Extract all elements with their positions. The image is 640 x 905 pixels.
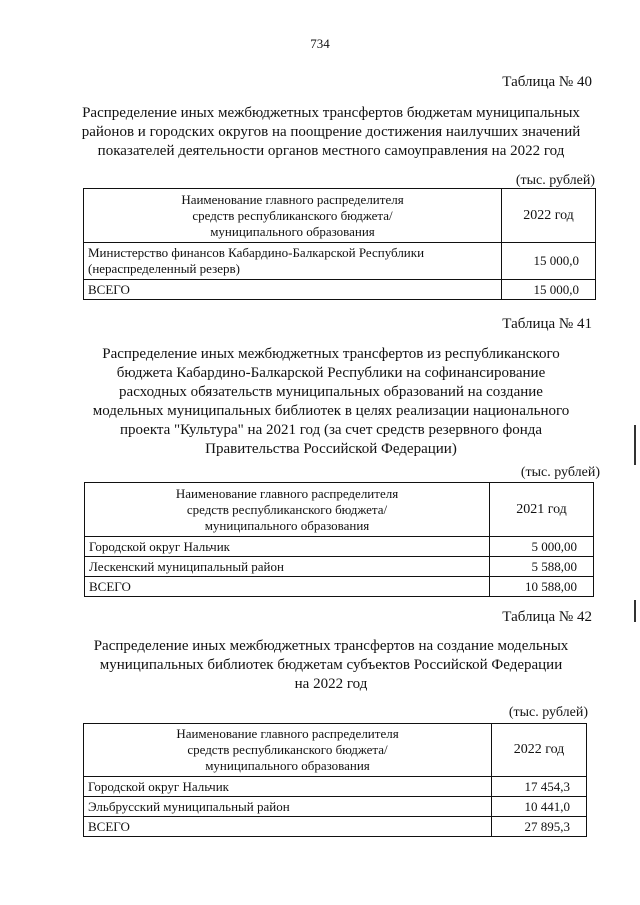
table-40-unit: (тыс. рублей)	[515, 173, 595, 188]
table-42-unit: (тыс. рублей)	[508, 705, 588, 720]
page-number: 734	[310, 36, 330, 51]
table-row-total	[84, 817, 587, 837]
header-name-cell: Наименование главного распределителя средств республиканского бюджета/ муниципального образования	[84, 189, 502, 243]
table-header-row	[84, 724, 587, 777]
row-value-cell: 27 895,3	[492, 817, 587, 837]
row-value-cell: 5 588,00	[490, 557, 594, 577]
table-40-number: Таблица № 40	[502, 74, 592, 90]
row-value-cell: 15 000,0	[502, 243, 596, 280]
table-41-title: Распределение иных межбюджетных трансфертов из республиканского бюджета Кабардино-Балкарской Республики на софинансирование расходных обязательств муниципальных образований на создание модельных муниципальных библиотек в целях реализации национального проекта "Культура" на 2021 год (за счет средств резервного фонда Правительства Российской Федерации)	[92, 346, 570, 457]
table-42-number: Таблица № 42	[502, 609, 592, 625]
header-year-cell: 2022 год	[492, 724, 587, 777]
row-name-cell: Эльбрусский муниципальный район	[84, 797, 492, 817]
row-value-cell: 10 588,00	[490, 577, 594, 597]
header-year-cell: 2021 год	[490, 483, 594, 537]
table-41-unit: (тыс. рублей)	[520, 465, 600, 480]
row-name-cell: Городской округ Нальчик	[84, 777, 492, 797]
table-row	[85, 557, 594, 577]
table-40-title: Распределение иных межбюджетных трансфертов бюджетам муниципальных районов и городских округов на поощрение достижения наилучших значений показателей деятельности органов местного самоуправления на 2022 год	[81, 105, 581, 159]
table-row	[85, 537, 594, 557]
row-value-cell: 10 441,0	[492, 797, 587, 817]
row-value-cell: 5 000,00	[490, 537, 594, 557]
table-42	[83, 723, 587, 837]
header-name-cell: Наименование главного распределителя средств республиканского бюджета/ муниципального образования	[85, 483, 490, 537]
table-42-title: Распределение иных межбюджетных трансфертов на создание модельных муниципальных библиотек бюджетам субъектов Российской Федерации на 2022 год	[93, 638, 569, 692]
row-name-cell: ВСЕГО	[84, 280, 502, 300]
table-row-total	[85, 577, 594, 597]
row-name-cell: Городской округ Нальчик	[85, 537, 490, 557]
row-name-cell: ВСЕГО	[85, 577, 490, 597]
table-41	[84, 482, 594, 597]
table-row	[84, 777, 587, 797]
table-header-row	[84, 189, 596, 243]
table-40	[83, 188, 596, 300]
row-name-cell: ВСЕГО	[84, 817, 492, 837]
header-year-cell: 2022 год	[502, 189, 596, 243]
table-row-total	[84, 280, 596, 300]
table-41-number: Таблица № 41	[502, 316, 592, 332]
row-value-cell: 15 000,0	[502, 280, 596, 300]
row-name-cell: Лескенский муниципальный район	[85, 557, 490, 577]
scan-edge-mark	[634, 600, 636, 622]
row-name-cell: Министерство финансов Кабардино-Балкарской Республики (нераспределенный резерв)	[84, 243, 502, 280]
table-header-row	[85, 483, 594, 537]
row-value-cell: 17 454,3	[492, 777, 587, 797]
scan-edge-mark	[634, 425, 636, 465]
table-row	[84, 797, 587, 817]
table-row	[84, 243, 596, 280]
header-name-cell: Наименование главного распределителя средств республиканского бюджета/ муниципального образования	[84, 724, 492, 777]
